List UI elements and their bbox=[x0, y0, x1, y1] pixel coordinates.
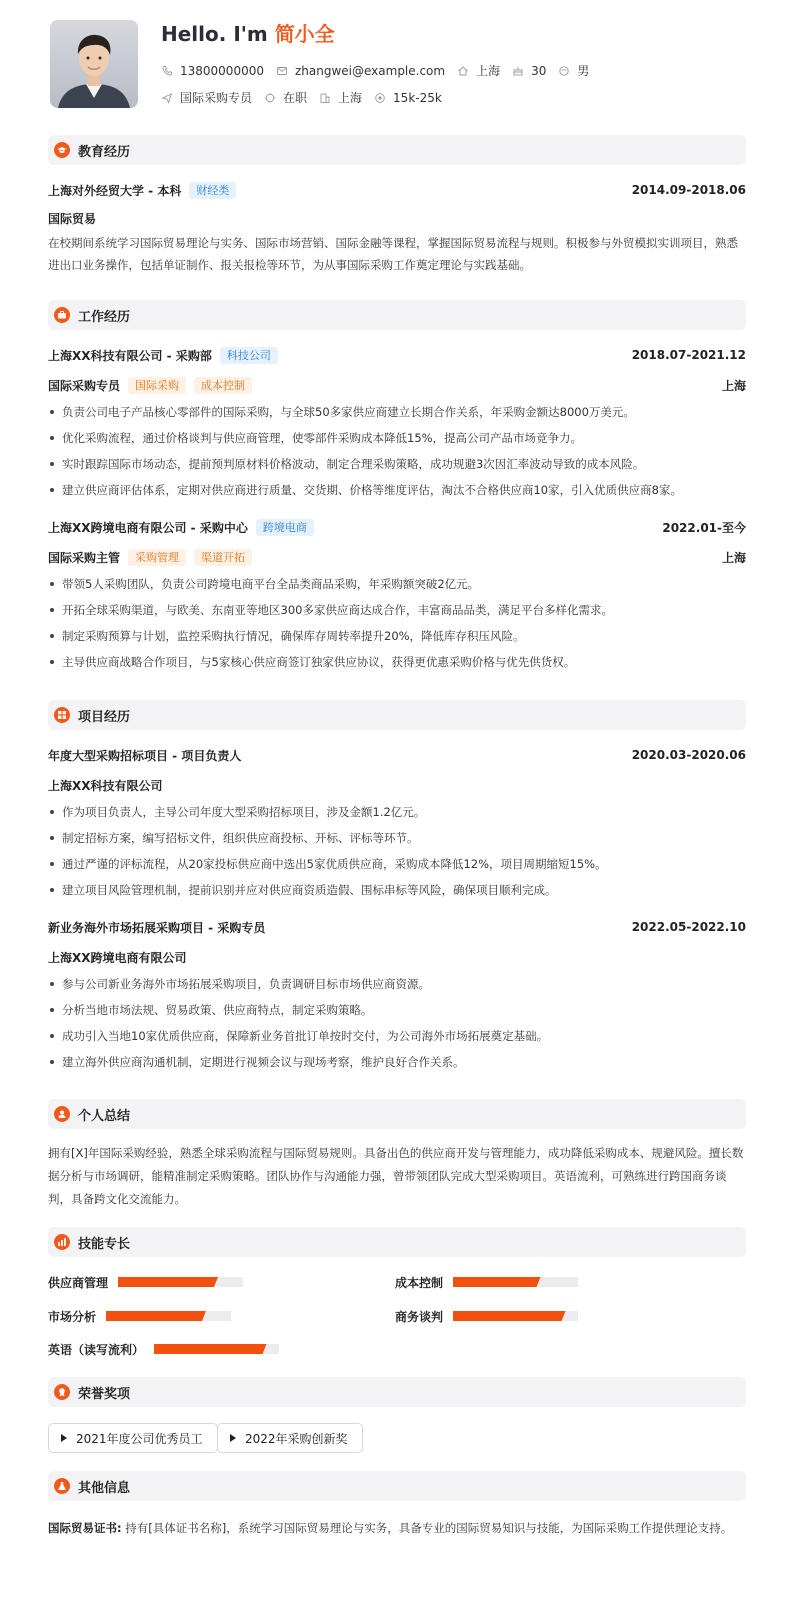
list-item: 成功引入当地10家优质供应商，保障新业务首批订单按时交付，为公司海外市场拓展奠定基础。 bbox=[48, 1023, 746, 1049]
list-item: 建立项目风险管理机制，提前识别并应对供应商资质造假、围标串标等风险，确保项目顺利完成。 bbox=[48, 877, 746, 903]
education-major: 国际贸易 bbox=[48, 211, 97, 226]
project-period: 2022.05-2022.10 bbox=[631, 920, 746, 934]
skill-name: 英语（读写流利） bbox=[48, 1342, 145, 1357]
skill-item bbox=[48, 1274, 243, 1290]
list-item: 制定采购预算与计划，监控采购执行情况，确保库存周转率提升20%，降低库存积压风险。 bbox=[48, 623, 746, 649]
building-icon bbox=[319, 92, 331, 104]
project-title: 年度大型采购招标项目 - 项目负责人 bbox=[48, 748, 242, 763]
role-tag: 渠道开拓 bbox=[194, 549, 252, 566]
list-item: 实时跟踪国际市场动态，提前预判原材料价格波动，制定合理采购策略，成功规避3次因汇率波动导致的成本风险。 bbox=[48, 451, 746, 477]
skill-bar-fill bbox=[453, 1311, 566, 1321]
work-head bbox=[48, 517, 746, 537]
send-icon bbox=[161, 92, 173, 104]
section-title: 教育经历 bbox=[78, 144, 131, 160]
skill-bar-fill bbox=[154, 1344, 267, 1354]
skill-name: 商务谈判 bbox=[395, 1309, 444, 1324]
project-org: 上海XX跨境电商有限公司 bbox=[48, 950, 187, 965]
section-summary bbox=[48, 1099, 746, 1129]
school-tag: 财经类 bbox=[189, 182, 236, 199]
status-item bbox=[264, 89, 307, 106]
target-city-text: 上海 bbox=[338, 91, 363, 105]
summary-text: 拥有[X]年国际采购经验，熟悉全球采购流程与国际贸易规则。具备出色的供应商开发与管理能力，成功降低采购成本、规避风险。擅长数据分析与市场调研，能精准制定采购策略。团队协作与沟通能力强，曾带领团队完成大型采购项目。英语流利，可熟练进行跨国商务谈判，具备跨文化交流能力。 bbox=[48, 1146, 744, 1206]
list-item: 作为项目负责人，主导公司年度大型采购招标项目，涉及金额1.2亿元。 bbox=[48, 799, 746, 825]
gender-icon bbox=[558, 65, 570, 77]
project-org-row bbox=[48, 947, 746, 967]
other-label: 国际贸易证书: bbox=[48, 1521, 122, 1535]
list-item: 开拓全球采购渠道，与欧美、东南亚等地区300多家供应商达成合作，丰富商品品类，满足平台多样化需求。 bbox=[48, 597, 746, 623]
work-role: 国际采购主管 bbox=[48, 550, 121, 565]
grid-icon bbox=[54, 707, 70, 723]
flask-icon bbox=[54, 1478, 70, 1494]
education-head bbox=[48, 180, 746, 200]
work-entry bbox=[48, 517, 746, 675]
work-period: 2022.01-至今 bbox=[662, 520, 746, 535]
skill-name: 市场分析 bbox=[48, 1309, 97, 1324]
honor-text: 2022年采购创新奖 bbox=[245, 1431, 348, 1446]
company-tag: 跨境电商 bbox=[256, 519, 314, 536]
skill-bar bbox=[453, 1277, 578, 1287]
target-city-item bbox=[319, 89, 362, 106]
skill-item bbox=[48, 1341, 279, 1357]
age-item bbox=[512, 64, 546, 78]
list-item: 制定招标方案，编写招标文件，组织供应商投标、开标、评标等环节。 bbox=[48, 825, 746, 851]
list-item: 建立海外供应商沟通机制，定期进行视频会议与现场考察，维护良好合作关系。 bbox=[48, 1049, 746, 1075]
work-entry bbox=[48, 345, 746, 503]
honor-item bbox=[48, 1423, 218, 1453]
work-role-row bbox=[48, 547, 746, 567]
skill-item bbox=[48, 1308, 231, 1324]
status-text: 在职 bbox=[283, 91, 308, 105]
school-name: 上海对外经贸大学 - 本科 bbox=[48, 183, 182, 198]
work-period: 2018.07-2021.12 bbox=[631, 348, 746, 362]
list-item: 通过严谨的评标流程，从20家投标供应商中选出5家优质供应商，采购成本降低12%，项目周期缩短15%。 bbox=[48, 851, 746, 877]
list-item: 带领5人采购团队，负责公司跨境电商平台全品类商品采购，年采购额突破2亿元。 bbox=[48, 571, 746, 597]
company-name: 上海XX科技有限公司 - 采购部 bbox=[48, 348, 212, 363]
city-text: 上海 bbox=[476, 64, 501, 78]
role-tag: 成本控制 bbox=[194, 377, 252, 394]
candidate-name: 简小全 bbox=[274, 22, 335, 46]
phone-icon bbox=[161, 65, 173, 77]
gender-text: 男 bbox=[577, 64, 590, 78]
gender-item bbox=[558, 62, 589, 79]
city-item bbox=[457, 62, 500, 79]
section-honors bbox=[48, 1377, 746, 1407]
section-title: 个人总结 bbox=[78, 1108, 131, 1124]
section-title: 项目经历 bbox=[78, 709, 131, 725]
skill-bar-fill bbox=[118, 1277, 218, 1287]
skill-bar-fill bbox=[453, 1277, 541, 1287]
job-intent-row bbox=[161, 89, 454, 106]
education-desc: 在校期间系统学习国际贸易理论与实务、国际市场营销、国际金融等课程，掌握国际贸易流程与规则。积极参与外贸模拟实训项目，熟悉进出口业务操作，包括单证制作、报关报检等环节，为从事国际采购工作奠定理论与实践基础。 bbox=[48, 236, 738, 272]
list-item: 分析当地市场法规、贸易政策、供应商特点，制定采购策略。 bbox=[48, 997, 746, 1023]
other-text: 持有[具体证书名称]，系统学习国际贸易理论与实务，具备专业的国际贸易知识与技能，为国际采购工作提供理论支持。 bbox=[121, 1521, 733, 1535]
play-icon bbox=[230, 1434, 236, 1442]
position-item bbox=[161, 89, 252, 106]
age-icon bbox=[512, 65, 524, 77]
home-icon bbox=[457, 65, 469, 77]
salary-text: 15k-25k bbox=[393, 90, 442, 105]
play-icon bbox=[61, 1434, 67, 1442]
role-tag: 采购管理 bbox=[128, 549, 186, 566]
other-info bbox=[48, 1517, 746, 1539]
contact-row bbox=[161, 62, 601, 79]
project-org: 上海XX科技有限公司 bbox=[48, 778, 163, 793]
skill-bar-fill bbox=[106, 1311, 206, 1321]
email-item bbox=[276, 64, 445, 78]
list-item: 负责公司电子产品核心零部件的国际采购，与全球50多家供应商建立长期合作关系，年采购金额达8000万美元。 bbox=[48, 399, 746, 425]
education-period: 2014.09-2018.06 bbox=[631, 183, 746, 197]
list-item: 主导供应商战略合作项目，与5家核心供应商签订独家供应协议，获得更优惠采购价格与优先供货权。 bbox=[48, 649, 746, 675]
skill-bar bbox=[453, 1311, 578, 1321]
graduation-cap-icon bbox=[54, 142, 70, 158]
briefcase-icon bbox=[54, 307, 70, 323]
project-entry bbox=[48, 917, 746, 1075]
section-title: 其他信息 bbox=[78, 1480, 131, 1496]
project-head bbox=[48, 917, 746, 937]
list-item: 参与公司新业务海外市场拓展采购项目，负责调研目标市场供应商资源。 bbox=[48, 971, 746, 997]
company-name: 上海XX跨境电商有限公司 - 采购中心 bbox=[48, 520, 248, 535]
age-text: 30 bbox=[531, 63, 547, 78]
company-tag: 科技公司 bbox=[220, 347, 278, 364]
status-icon bbox=[264, 92, 276, 104]
list-item: 建立供应商评估体系，定期对供应商进行质量、交货期、价格等维度评估，淘汰不合格供应商10家，引入优质供应商8家。 bbox=[48, 477, 746, 503]
project-period: 2020.03-2020.06 bbox=[631, 748, 746, 762]
skill-name: 供应商管理 bbox=[48, 1275, 109, 1290]
award-icon bbox=[54, 1384, 70, 1400]
position-text: 国际采购专员 bbox=[180, 91, 253, 105]
salary-item bbox=[374, 91, 442, 105]
phone-item bbox=[161, 64, 264, 78]
section-title: 工作经历 bbox=[78, 309, 131, 325]
list-item: 优化采购流程，通过价格谈判与供应商管理，使零部件采购成本降低15%，提高公司产品市场竞争力。 bbox=[48, 425, 746, 451]
section-title: 荣誉奖项 bbox=[78, 1386, 131, 1402]
project-entry bbox=[48, 745, 746, 903]
section-title: 技能专长 bbox=[78, 1236, 131, 1252]
honor-text: 2021年度公司优秀员工 bbox=[76, 1431, 203, 1446]
skill-name: 成本控制 bbox=[395, 1275, 444, 1290]
skill-bar bbox=[118, 1277, 243, 1287]
skill-bar bbox=[106, 1311, 231, 1321]
phone-text: 13800000000 bbox=[180, 63, 264, 78]
skill-item bbox=[395, 1308, 578, 1324]
section-work bbox=[48, 300, 746, 330]
email-text: zhangwei@example.com bbox=[294, 63, 446, 78]
work-role: 国际采购专员 bbox=[48, 378, 121, 393]
project-bullets bbox=[48, 799, 746, 903]
greeting-text: Hello. I'm bbox=[161, 22, 275, 46]
honor-item bbox=[217, 1423, 363, 1453]
greeting bbox=[161, 18, 335, 47]
education-entry bbox=[48, 180, 746, 276]
skill-bar bbox=[154, 1344, 279, 1354]
salary-icon bbox=[374, 92, 386, 104]
skill-item bbox=[395, 1274, 578, 1290]
work-head bbox=[48, 345, 746, 365]
section-other bbox=[48, 1471, 746, 1501]
project-title: 新业务海外市场拓展采购项目 - 采购专员 bbox=[48, 920, 266, 935]
work-city: 上海 bbox=[721, 550, 746, 565]
user-icon bbox=[54, 1106, 70, 1122]
project-head bbox=[48, 745, 746, 765]
resume-header bbox=[48, 0, 746, 128]
section-education bbox=[48, 135, 746, 165]
work-bullets bbox=[48, 399, 746, 503]
section-project bbox=[48, 700, 746, 730]
section-skills bbox=[48, 1227, 746, 1257]
mail-icon bbox=[276, 65, 288, 77]
role-tag: 国际采购 bbox=[128, 377, 186, 394]
education-major-row bbox=[48, 208, 746, 228]
work-bullets bbox=[48, 571, 746, 675]
project-bullets bbox=[48, 971, 746, 1075]
work-role-row bbox=[48, 375, 746, 395]
chart-icon bbox=[54, 1234, 70, 1250]
project-org-row bbox=[48, 775, 746, 795]
avatar bbox=[50, 20, 138, 108]
work-city: 上海 bbox=[721, 378, 746, 393]
